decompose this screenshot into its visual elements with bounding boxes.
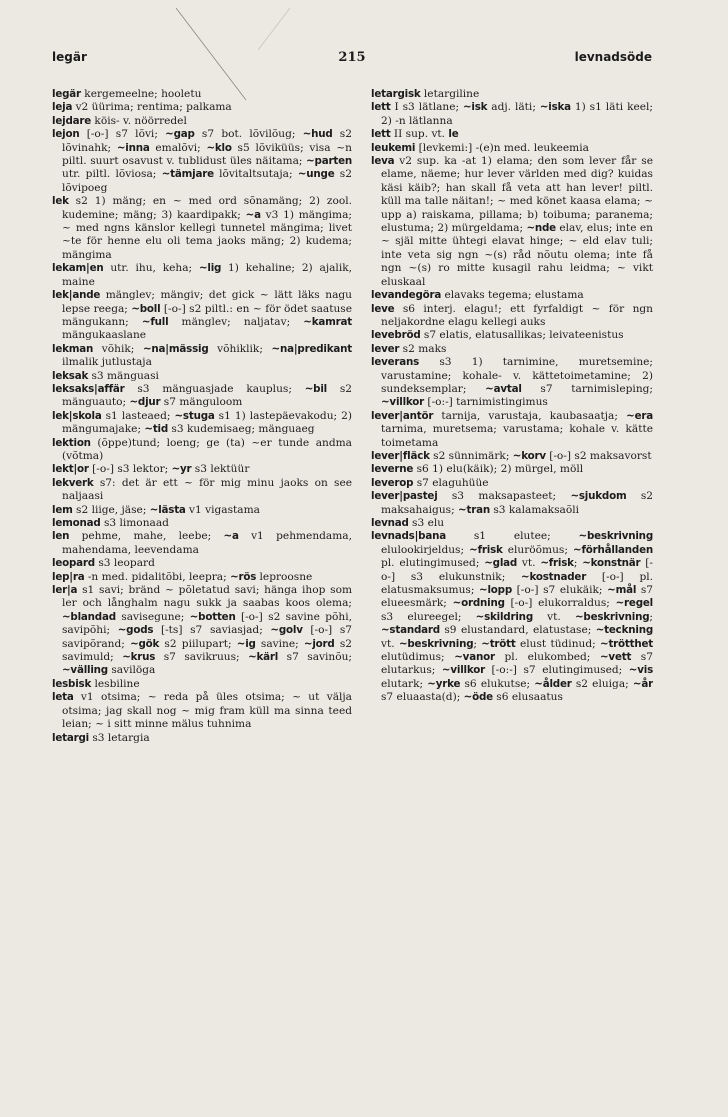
headword: ~full <box>141 315 169 328</box>
dictionary-entry: lejon [-o-] s7 lõvi; ~gap s7 bot. lõvilõug; ~hud s2 lõvinahk; ~inna emalõvi; ~klo s5 lõviküüs; visa ~n piltl. suurt osavust v. tublidust üles näitama; ~parten utr. piltl. lõviosa; ~tämjare lõvitaltsutaja; ~unge s2 lõvipoeg <box>52 128 352 194</box>
headword: ~beskrivning <box>574 610 650 623</box>
dictionary-entry: letargi s3 letargia <box>52 731 150 744</box>
headword: ~ordning <box>452 597 505 610</box>
headword: levandegöra <box>371 289 442 302</box>
headword: ~beskrivning <box>578 530 653 543</box>
headword: leverans <box>371 356 420 369</box>
headword: ~lopp <box>479 584 513 597</box>
headword: ~trött <box>481 637 516 650</box>
dictionary-entry: leta v1 otsima; ~ reda på üles otsima; ~ ut välja otsima; jag skall nog ~ mig fram küll ma sinna teed leian; ~ i sitt minne mälus tuhnima <box>52 691 352 731</box>
headword: ~nde <box>526 222 556 235</box>
headword: lever|pastej <box>371 490 438 503</box>
dictionary-entry: lever s2 maks <box>371 342 447 355</box>
dictionary-entry: lek|ande mänglev; mängiv; det gick ~ lätt läks nagu lepse reega; ~boll [-o-] s2 piltl.: en ~ för ödet saatuse mängukann; ~full mänglev; naljatav; ~kamrat mängukaaslane <box>52 289 352 342</box>
dictionary-entry: leva v2 sup. ka -at 1) elama; den som lever får se elame, näeme; hur lever världen med dig? kuidas käsi käib?; han skall få veta att han lever! piltl. küll ma talle näitan!; ~ med könet kaasa elama; ~ upp a) raiskama, pillama; b) toibuma; paranema; elustuma; 2) mürgeldama; ~nde elav, elus; inte en ~ själ mitte ühtegi elavat hinge; ~ eld elav tuli; inte veta sig ngn ~(s) råd nõutu olema; inte få ngn ~(s) ro mitte kusagil rahu leidma; ~ vikt eluskaal <box>371 155 653 288</box>
headword: ~lig <box>198 262 222 275</box>
headword: levebröd <box>371 329 421 342</box>
page-number: 215 <box>338 50 366 65</box>
headword: lem <box>52 503 73 516</box>
headword: ~a <box>223 530 239 543</box>
headword: leja <box>52 101 73 114</box>
headword: lep|ra <box>52 570 85 583</box>
right-dictionary-column <box>371 88 653 1093</box>
headword: ~inna <box>116 141 150 154</box>
headword: ~krus <box>122 651 156 664</box>
dictionary-entry: leve s6 interj. elagu!; ett fyrfaldigt ~ för ngn neljakordne elagu kellegi auks <box>371 302 653 328</box>
headword: leksaks|affär <box>52 382 125 395</box>
headword: ~villkor <box>441 664 485 677</box>
headword: ~frisk <box>469 543 503 556</box>
headword: ~klo <box>206 141 232 154</box>
headword: ~gök <box>130 637 160 650</box>
headword: ~sjukdom <box>570 490 627 503</box>
dictionary-entry: len pehme, mahe, leebe; ~a v1 pehmendama, mahendama, leevendama <box>52 530 352 556</box>
dictionary-entry: levandegöra elavaks tegema; elustama <box>371 289 584 302</box>
headword: ~gap <box>165 128 195 141</box>
headword: ~djur <box>129 396 161 409</box>
dictionary-entry: lekam|en utr. ihu, keha; ~lig 1) kehaline; 2) ajalik, maine <box>52 262 352 288</box>
headword: ~vanor <box>454 651 495 664</box>
headword: ~isk <box>463 101 488 114</box>
headword: leve <box>371 302 395 315</box>
headword: ~blandad <box>62 610 116 623</box>
left-dictionary-column <box>52 88 352 1093</box>
headword: leverop <box>371 476 414 489</box>
headword: ~stuga <box>174 409 215 422</box>
headword: ~trötthet <box>600 637 653 650</box>
headword: ~standard <box>381 624 440 637</box>
dictionary-entry: leverne s6 1) elu(käik); 2) mürgel, möll <box>371 463 584 476</box>
dictionary-entry: lett II sup. vt. le <box>371 128 459 141</box>
headword: ~ålder <box>534 677 572 690</box>
headword: ~mål <box>607 584 637 597</box>
headword: levnad <box>371 517 409 529</box>
dictionary-entry: lem s2 liige, jäse; ~lästa v1 vigastama <box>52 503 260 516</box>
headword: ~parten <box>306 155 352 168</box>
headword: ~boll <box>131 302 161 315</box>
headword: ~förhållanden <box>573 543 653 556</box>
headword: legär <box>52 88 81 100</box>
dictionary-entry: lekman võhik; ~na|mässig võhiklik; ~na|predikant ilmalik jutlustaja <box>52 342 352 369</box>
dictionary-entry: legär kergemeelne; hooletu <box>52 88 202 100</box>
left-running-head: legär <box>52 50 87 64</box>
headword: ~regel <box>615 597 653 610</box>
dictionary-entry: leverans s3 1) tarnimine, muretsemine; varustamine; kohale- v. kättetoimetamine; 2) sundeksemplar; ~avtal s7 tarnimisleping; ~villkor [-o:-] tarnimistingimus <box>371 356 653 409</box>
headword: leukemi <box>371 141 416 154</box>
headword: ~bil <box>304 382 327 395</box>
headword: ~botten <box>189 610 236 623</box>
dictionary-entry: lekt|or [-o-] s3 lektor; ~yr s3 lektüür <box>52 463 250 476</box>
headword: lejon <box>52 128 80 141</box>
headword: ~ig <box>236 637 256 650</box>
headword: letargisk <box>371 88 421 100</box>
headword: lektion <box>52 436 91 449</box>
dictionary-entry: leopard s3 leopard <box>52 557 155 570</box>
dictionary-entry: lever|fläck s2 sünnimärk; ~korv [-o-] s2 maksavorst <box>371 449 652 462</box>
headword: ~vis <box>628 664 653 677</box>
headword: ~kamrat <box>303 315 352 328</box>
headword: lever <box>371 342 400 355</box>
right-running-head: levnadsöde <box>574 50 652 64</box>
headword: lever|fläck <box>371 449 430 462</box>
dictionary-entry: leverop s7 elaguhüüe <box>371 476 489 489</box>
headword: ~lästa <box>149 503 186 516</box>
headword: ~välling <box>62 664 108 677</box>
dictionary-entry: levebröd s7 elatis, elatusallikas; leivateenistus <box>371 329 624 342</box>
headword: lesbisk <box>52 677 92 690</box>
dictionary-entry: lesbisk lesbiline <box>52 677 140 690</box>
headword: ~kostnader <box>521 570 587 583</box>
dictionary-entry: letargisk letargiline <box>371 88 480 100</box>
headword: ~glad <box>484 557 518 570</box>
headword: lett <box>371 128 391 141</box>
headword: lever|antör <box>371 409 434 422</box>
headword: len <box>52 530 70 543</box>
headword: ~unge <box>297 168 335 181</box>
headword: leopard <box>52 557 95 570</box>
headword: lekam|en <box>52 262 104 275</box>
headword: ~iska <box>539 101 571 114</box>
headword: ~kärl <box>248 651 279 664</box>
dictionary-entry: lek|skola s1 lasteaed; ~stuga s1 1) lastepäevakodu; 2) mängumajake; ~tid s3 kudemisaeg; mänguaeg <box>52 409 352 436</box>
dictionary-entry: ler|a s1 savi; bränd ~ põletatud savi; hänga ihop som ler och långhalm nagu sukk ja saabas koos olema; ~blandad savisegune; ~botten [-o-] s2 savine põhi, savipõhi; ~gods [-ts] s7 saviasjad; ~golv [-o-] s7 savipõrand; ~gök s2 piilupart; ~ig savine; ~jord s2 savimuld; ~krus s7 savikruus; ~kärl s7 savinõu; ~välling savilöga <box>52 584 352 677</box>
headword: ~beskrivning <box>398 637 474 650</box>
dictionary-entry: lett I s3 lätlane; ~isk adj. läti; ~iska 1) s1 läti keel; 2) -n lätlanna <box>371 101 653 127</box>
headword: ~gods <box>117 624 154 637</box>
dictionary-entry: lever|antör tarnija, varustaja, kaubasaatja; ~era tarnima, muretsema; varustama; kohale v. kätte toimetama <box>371 409 653 449</box>
headword: leta <box>52 691 74 704</box>
headword: ~vett <box>600 651 632 664</box>
dictionary-entry: leukemi [levkemi:] -(e)n med. leukeemia <box>371 141 589 154</box>
headword: lemonad <box>52 517 101 529</box>
headword: ~rös <box>230 570 257 583</box>
headword: leverne <box>371 463 414 476</box>
headword: ~era <box>626 409 653 422</box>
headword: ~teckning <box>595 624 653 637</box>
headword: leksak <box>52 369 89 382</box>
headword: ~hud <box>302 128 333 141</box>
headword: ~a <box>245 208 261 221</box>
headword: lejdare <box>52 114 92 127</box>
headword: ~yr <box>171 463 192 476</box>
headword: ~yrke <box>427 677 461 690</box>
dictionary-entry: levnads|bana s1 elutee; ~beskrivning elulookirjeldus; ~frisk eluröõmus; ~förhållanden pl. elutingimused; ~glad vt. ~frisk; ~konstnär [-o-] s3 elukunstnik; ~kostnader [-o-] pl. elatusmaksumus; ~lopp [-o-] s7 elukäik; ~mål s7 elueesmärk; ~ordning [-o-] elukorraldus; ~regel s3 elureegel; ~skildring vt. ~beskrivning; ~standard s9 elustandard, elatustase; ~teckning vt. ~beskrivning; ~trött elust tüdinud; ~trötthet elutüdimus; ~vanor pl. elukombed; ~vett s7 elutarkus; ~villkor [-o:-] s7 elutingimused; ~vis elutark; ~yrke s6 elukutse; ~ålder s2 eluiga; ~år s7 eluaasta(d); ~öde s6 elusaatus <box>371 530 653 704</box>
headword: ~frisk <box>540 557 574 570</box>
headword: lek|ande <box>52 289 101 302</box>
dictionary-entry: leja v2 üürima; rentima; palkama <box>52 101 232 114</box>
headword: ~år <box>632 677 653 690</box>
headword: ~öde <box>463 691 493 704</box>
headword: le <box>448 128 459 141</box>
headword: levnads|bana <box>371 530 446 543</box>
headword: ~villkor <box>381 396 425 409</box>
headword: letargi <box>52 731 89 744</box>
dictionary-entry: lep|ra -n med. pidalitõbi, leepra; ~rös leproosne <box>52 570 313 583</box>
headword: ~konstnär <box>582 557 641 570</box>
headword: ~tran <box>458 503 490 516</box>
dictionary-entry: levnad s3 elu <box>371 517 445 529</box>
headword: lekverk <box>52 476 94 489</box>
headword: ~jord <box>303 637 335 650</box>
headword: ~skildring <box>475 610 533 623</box>
headword: lek|skola <box>52 409 102 422</box>
dictionary-entry: leksaks|affär s3 mänguasjade kauplus; ~bil s2 mänguauto; ~djur s7 mänguloom <box>52 382 352 409</box>
headword: lekt|or <box>52 463 89 476</box>
headword: ler|a <box>52 584 78 597</box>
dictionary-entry: lever|pastej s3 maksapasteet; ~sjukdom s2 maksahaigus; ~tran s3 kalamaksaõli <box>371 490 653 516</box>
dictionary-entry: lek s2 1) mäng; en ~ med ord sõnamäng; 2) zool. kudemine; mäng; 3) kaardipakk; ~a v3 1) mängima; ~ med ngns känslor kellegi tunnetel mängima; livet ~te för henne elu oli tema jaoks mäng; 2) kudema; mängima <box>52 195 352 261</box>
dictionary-entry: lekverk s7: det är ett ~ för mig minu jaoks on see naljaasi <box>52 476 352 503</box>
dictionary-entry: lektion (õppe)tund; loeng; ge (ta) ~er tunde andma (võtma) <box>52 436 352 462</box>
headword: ~tid <box>144 423 169 436</box>
headword: ~tämjare <box>161 168 214 181</box>
headword: leva <box>371 155 395 168</box>
headword: ~golv <box>270 624 303 637</box>
dictionary-entry: lejdare köis- v. nöörredel <box>52 114 187 127</box>
headword: ~na|mässig <box>143 342 209 355</box>
headword: ~korv <box>512 449 546 462</box>
headword: lek <box>52 195 69 208</box>
headword: lekman <box>52 342 94 355</box>
headword: lett <box>371 101 391 114</box>
headword: ~na|predikant <box>271 342 352 355</box>
dictionary-entry: lemonad s3 limonaad <box>52 517 169 529</box>
dictionary-entry: leksak s3 mänguasi <box>52 369 159 382</box>
headword: ~avtal <box>485 382 522 395</box>
